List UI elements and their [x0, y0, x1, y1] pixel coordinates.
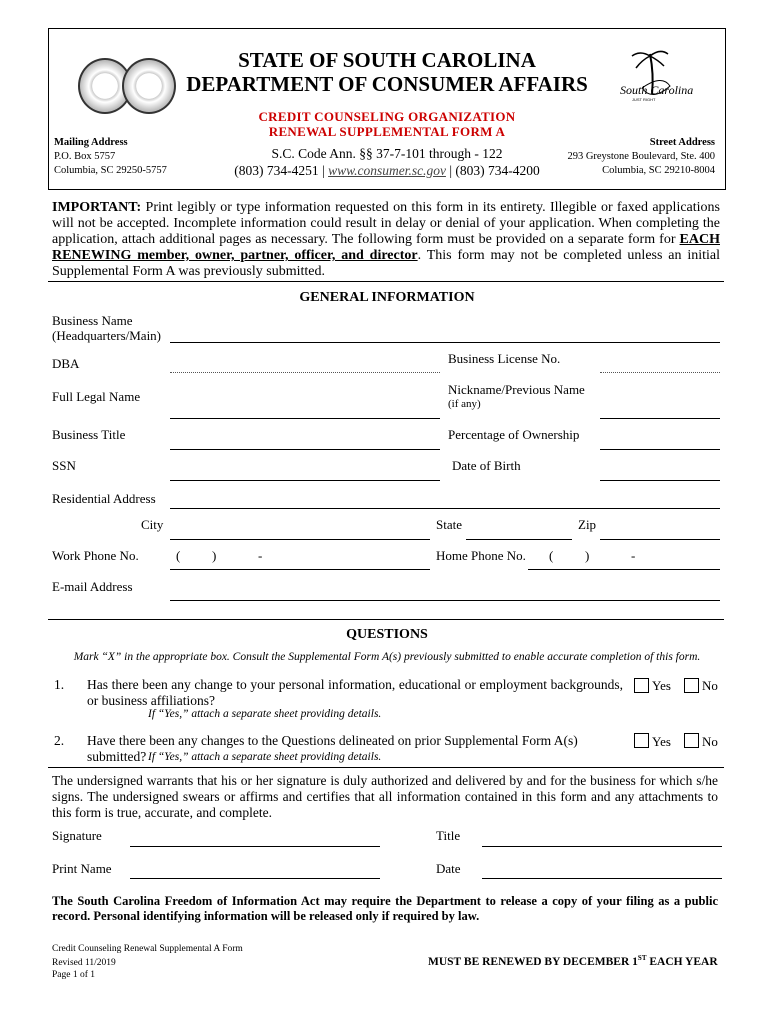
business-name-sublabel: (Headquarters/Main)	[52, 328, 162, 343]
residential-address-label: Residential Address	[52, 491, 156, 506]
logo-text: South Carolina	[620, 83, 694, 97]
dob-field[interactable]	[600, 480, 720, 481]
general-info-heading: GENERAL INFORMATION	[299, 290, 475, 305]
home-phone-paren-open: (	[549, 548, 554, 563]
street-address-line1: 293 Greystone Boulevard, Ste. 400	[567, 151, 715, 162]
signature-label: Signature	[52, 828, 102, 843]
question-1-no-label: No	[702, 678, 718, 693]
full-legal-name-field[interactable]	[170, 418, 440, 419]
renewal-notice-sup: ST	[637, 954, 647, 962]
nickname-sublabel: (if any)	[448, 398, 481, 410]
home-phone-dash: -	[631, 548, 636, 563]
foia-notice: The South Carolina Freedom of Information Act may require the Department to release a copy of your filing as a public record. Personal identifying information will be released only if required by law.	[52, 894, 718, 923]
important-text1: Print legibly or type information requested on this form in its entirety. Illegible or faxed applications will not be accepted. Incomplete information could result in delay or denial of your application. When completing the application, attach additional pages as necessary. The following form must be provided on a separate form for	[52, 200, 720, 247]
work-phone-paren-open: (	[176, 548, 181, 563]
important-lead: IMPORTANT:	[52, 200, 142, 215]
attestation-text: The undersigned warrants that his or her signature is duly authorized and delivered by and for the business for which s/he signs. The undersigned swears or affirms and certifies that all information contained in this form and any attachments to this form is true, accurate, and complete.	[52, 773, 718, 820]
footer-revised: Revised 11/2019	[52, 958, 116, 968]
business-name-field[interactable]	[170, 342, 720, 343]
nickname-field[interactable]	[600, 418, 720, 419]
question-1-text: Has there been any change to your personal information, educational or employment backgrounds, or business affiliations?	[87, 677, 623, 708]
street-address-line2: Columbia, SC 29210-8004	[602, 165, 715, 176]
state-field[interactable]	[466, 539, 572, 540]
ssn-label: SSN	[52, 458, 76, 473]
divider	[48, 281, 724, 282]
work-phone-dash: -	[258, 548, 263, 563]
question-2-yes-label: Yes	[652, 734, 671, 749]
residential-address-field[interactable]	[170, 508, 720, 509]
renewal-notice-post: EACH YEAR	[646, 955, 718, 968]
ownership-field[interactable]	[600, 449, 720, 450]
city-label: City	[141, 517, 164, 532]
home-phone-paren-close: )	[585, 548, 590, 563]
business-license-label: Business License No.	[448, 351, 561, 366]
state-label: State	[436, 517, 462, 532]
important-notice	[52, 200, 720, 280]
footer-form-name: Credit Counseling Renewal Supplemental A Form	[52, 944, 243, 954]
contact-line	[48, 163, 726, 179]
questions-instruction: Mark “X” in the appropriate box. Consult the Supplemental Form A(s) previously submitted to enable accurate completion of this form.	[73, 651, 701, 663]
renewal-notice-pre: MUST BE RENEWED BY DECEMBER 1	[428, 955, 638, 968]
nickname-label: Nickname/Previous Name	[448, 382, 585, 397]
zip-field[interactable]	[600, 539, 720, 540]
divider	[48, 767, 724, 768]
business-name-label: Business Name	[52, 313, 133, 328]
question-1-yes-checkbox[interactable]	[634, 678, 649, 693]
business-license-field[interactable]	[600, 372, 720, 373]
phone-left: (803) 734-4251 |	[234, 163, 325, 178]
website-link[interactable]: www.consumer.sc.gov	[328, 163, 446, 178]
zip-label: Zip	[578, 517, 597, 532]
home-phone-label: Home Phone No.	[436, 548, 526, 563]
footer-page: Page 1 of 1	[52, 970, 96, 980]
title-label: Title	[436, 828, 461, 843]
divider	[48, 619, 724, 620]
full-legal-name-label: Full Legal Name	[52, 389, 141, 404]
important-bold: EACH RENEWING member, owner, partner, officer, and director	[52, 232, 720, 263]
questions-heading: QUESTIONS	[346, 627, 428, 642]
logo-tagline: JUST RIGHT	[632, 97, 656, 102]
business-title-field[interactable]	[170, 449, 440, 450]
renewal-notice	[428, 954, 718, 968]
home-phone-field[interactable]	[528, 569, 720, 570]
email-field[interactable]	[170, 600, 720, 601]
question-1-yes-label: Yes	[652, 678, 671, 693]
phone-right: | (803) 734-4200	[449, 163, 540, 178]
question-2-number: 2.	[54, 733, 65, 748]
question-1-number: 1.	[54, 677, 65, 692]
mailing-address-line1: P.O. Box 5757	[54, 151, 116, 162]
form-subtitle-line1: CREDIT COUNSELING ORGANIZATION	[258, 109, 516, 124]
work-phone-paren-close: )	[212, 548, 217, 563]
date-field[interactable]	[482, 878, 722, 879]
question-1-no-checkbox[interactable]	[684, 678, 699, 693]
page-title-line1: STATE OF SOUTH CAROLINA	[238, 48, 536, 72]
question-2-note: If “Yes,” attach a separate sheet providing details.	[148, 751, 382, 763]
important-text2: . This form may not be completed unless an initial Supplemental Form A was previously submitted.	[52, 248, 721, 279]
print-name-label: Print Name	[52, 861, 112, 876]
form-subtitle-line2: RENEWAL SUPPLEMENTAL FORM A	[268, 124, 506, 139]
print-name-field[interactable]	[130, 878, 380, 879]
ownership-label: Percentage of Ownership	[448, 427, 580, 442]
question-1-note: If “Yes,” attach a separate sheet providing details.	[148, 708, 382, 720]
business-title-label: Business Title	[52, 427, 126, 442]
email-label: E-mail Address	[52, 579, 133, 594]
date-label: Date	[436, 861, 461, 876]
dob-label: Date of Birth	[452, 458, 521, 473]
street-address-label: Street Address	[649, 137, 715, 148]
page-title-line2: DEPARTMENT OF CONSUMER AFFAIRS	[186, 72, 588, 96]
mailing-address-label: Mailing Address	[54, 137, 128, 148]
question-2-yes-checkbox[interactable]	[634, 733, 649, 748]
question-2-no-label: No	[702, 734, 718, 749]
signature-field[interactable]	[130, 846, 380, 847]
work-phone-field[interactable]	[170, 569, 430, 570]
code-reference: S.C. Code Ann. §§ 37-7-101 through - 122	[271, 146, 503, 161]
city-field[interactable]	[170, 539, 430, 540]
dba-label: DBA	[52, 356, 80, 371]
question-2-text: Have there been any changes to the Questions delineated on prior Supplemental Form A(s) submitted?	[87, 733, 578, 764]
question-2-no-checkbox[interactable]	[684, 733, 699, 748]
dba-field[interactable]	[170, 372, 440, 373]
mailing-address-line2: Columbia, SC 29250-5757	[54, 165, 167, 176]
ssn-field[interactable]	[170, 480, 440, 481]
title-field[interactable]	[482, 846, 722, 847]
work-phone-label: Work Phone No.	[52, 548, 139, 563]
